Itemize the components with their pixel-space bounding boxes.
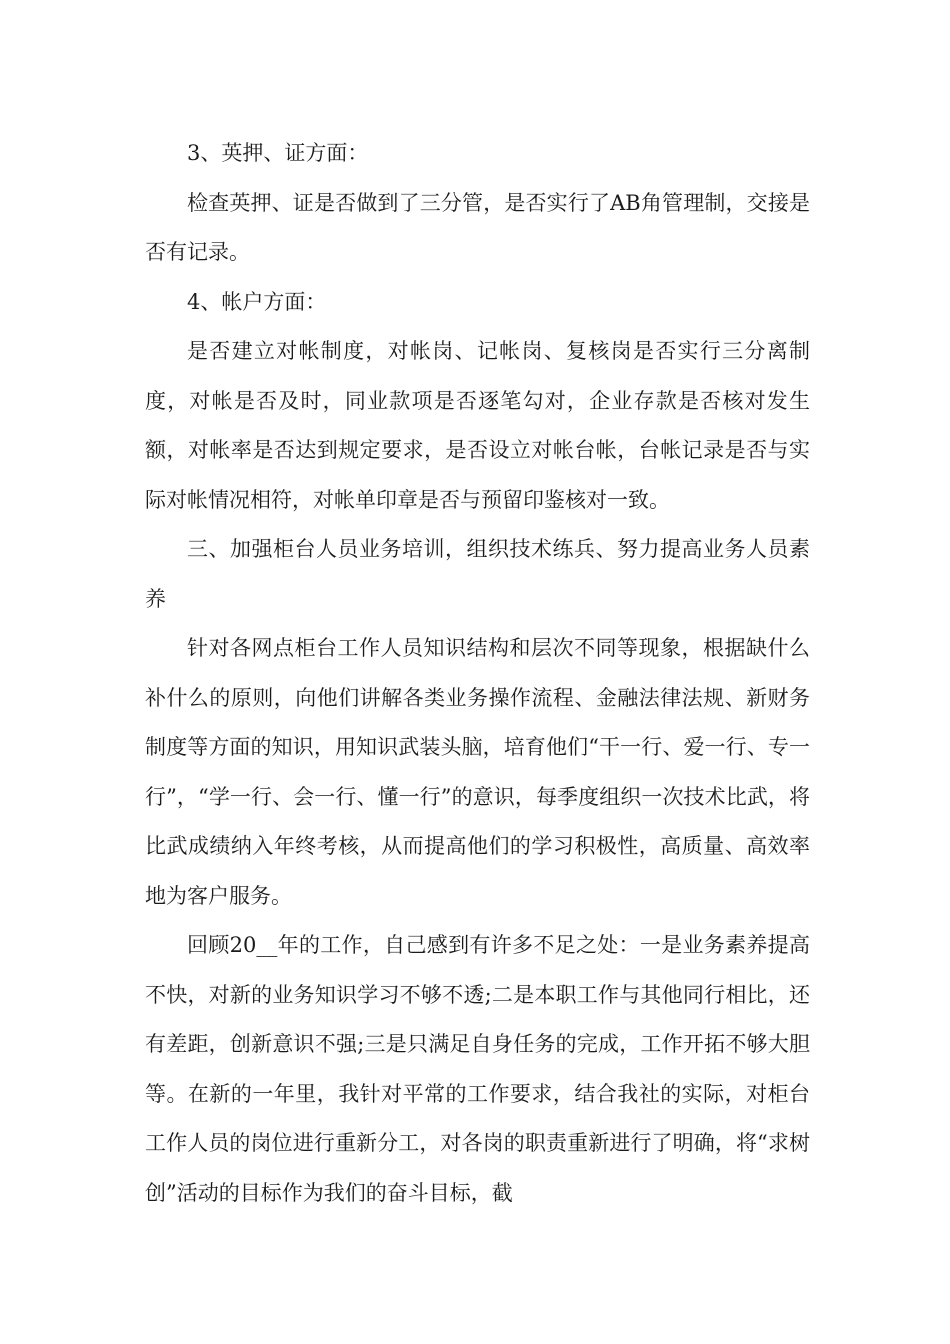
paragraph-seal-check: 检查英押、证是否做到了三分管，是否实行了AB角管理制，交接是否有记录。 bbox=[145, 190, 810, 264]
paragraph-section-three-heading: 三、加强柜台人员业务培训，组织技术练兵、努力提高业务人员素养 bbox=[145, 537, 810, 611]
paragraph-heading-3: 3、英押、证方面： bbox=[187, 141, 369, 165]
paragraph-heading-4: 4、帐户方面： bbox=[187, 289, 327, 314]
document-body bbox=[145, 129, 810, 1218]
paragraph-training: 针对各网点柜台工作人员知识结构和层次不同等现象，根据缺什么补什么的原则，向他们讲解各类业务操作流程、金融法律法规、新财务制度等方面的知识，用知识武装头脑，培育他们“干一行、爱一行、专一行”，“学一行、会一行、懂一行”的意识，每季度组织一次技术比武，将比武成绩纳入年终考核，从而提高他们的学习积极性，高质量、高效率地为客户服务。 bbox=[145, 636, 810, 908]
paragraph-review: 回顾20__年的工作，自己感到有许多不足之处：一是业务素养提高不快，对新的业务知识学习不够不透;二是本职工作与其他同行相比，还有差距，创新意识不强;三是只满足自身任务的完成，工作开拓不够大胆等。在新的一年里，我针对平常的工作要求，结合我社的实际，对柜台工作人员的岗位进行重新分工，对各岗的职责重新进行了明确，将“求树创”活动的目标作为我们的奋斗目标，截 bbox=[145, 933, 810, 1205]
paragraph-account-check: 是否建立对帐制度，对帐岗、记帐岗、复核岗是否实行三分离制度，对帐是否及时，同业款项是否逐笔勾对，企业存款是否核对发生额，对帐率是否达到规定要求，是否设立对帐台帐，台帐记录是否与实际对帐情况相符，对帐单印章是否与预留印鉴核对一致。 bbox=[145, 339, 810, 512]
